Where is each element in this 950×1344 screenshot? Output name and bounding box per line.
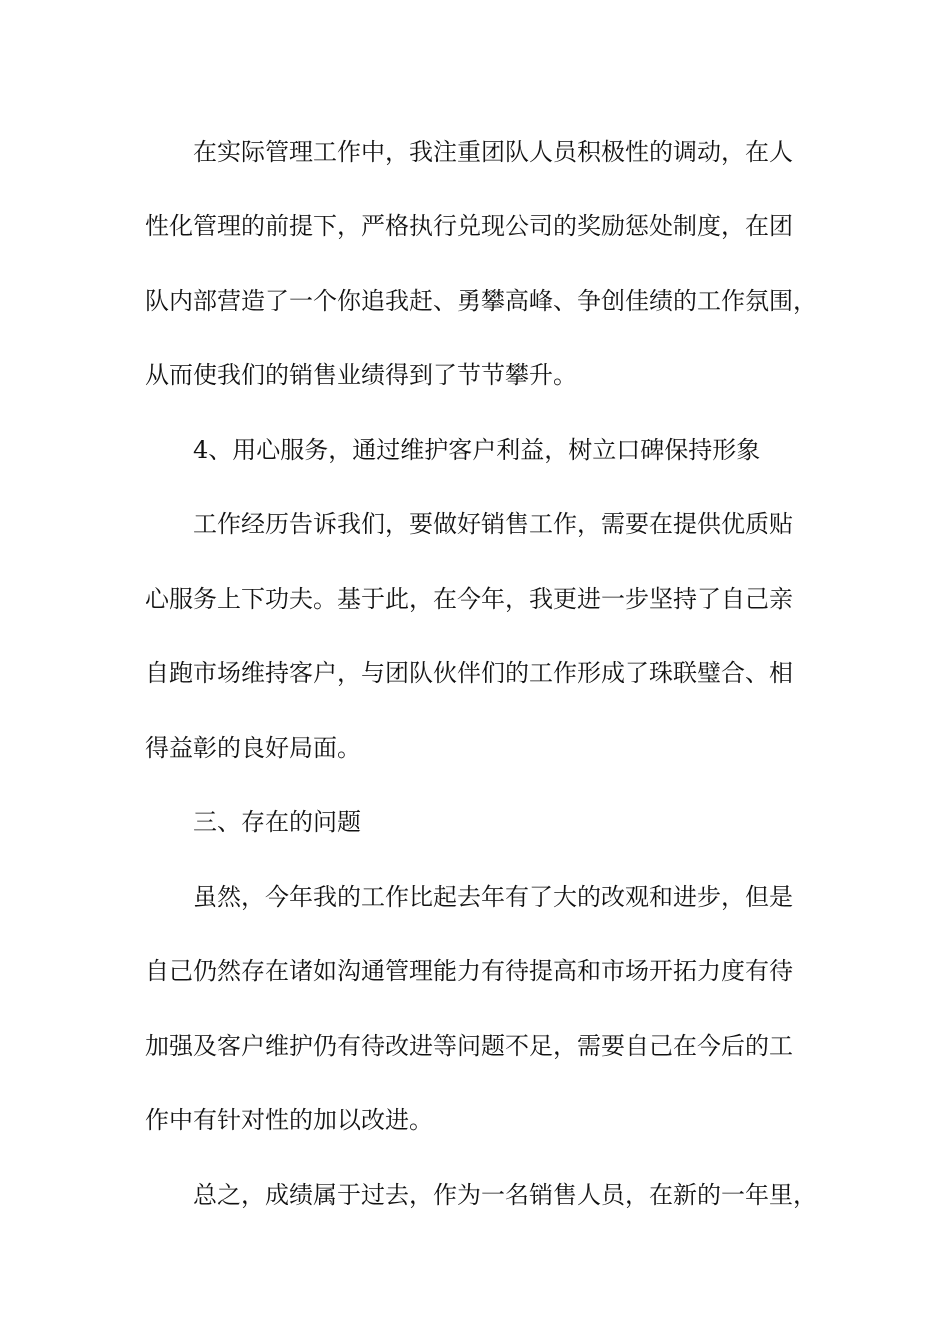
- paragraph-line: 性化管理的前提下，严格执行兑现公司的奖励惩处制度，在团: [145, 212, 793, 240]
- paragraph-line: 工作经历告诉我们，要做好销售工作，需要在提供优质贴: [193, 510, 793, 538]
- paragraph-line: 虽然，今年我的工作比起去年有了大的改观和进步，但是: [193, 883, 793, 911]
- paragraph-line: 得益彰的良好局面。: [145, 734, 361, 762]
- paragraph-line: 作中有针对性的加以改进。: [145, 1106, 433, 1134]
- paragraph-line: 自己仍然存在诸如沟通管理能力有待提高和市场开拓力度有待: [145, 957, 793, 985]
- paragraph-line: 队内部营造了一个你追我赶、勇攀高峰、争创佳绩的工作氛围，: [145, 287, 817, 315]
- section-heading: 4、用心服务，通过维护客户利益，树立口碑保持形象: [193, 436, 761, 464]
- paragraph-line: 从而使我们的销售业绩得到了节节攀升。: [145, 361, 577, 389]
- paragraph-line: 总之，成绩属于过去，作为一名销售人员，在新的一年里，: [193, 1181, 817, 1209]
- paragraph-line: 自跑市场维持客户，与团队伙伴们的工作形成了珠联璧合、相: [145, 659, 793, 687]
- paragraph-line: 加强及客户维护仍有待改进等问题不足，需要自己在今后的工: [145, 1032, 793, 1060]
- paragraph-line: 心服务上下功夫。基于此，在今年，我更进一步坚持了自己亲: [145, 585, 793, 613]
- paragraph-line: 在实际管理工作中，我注重团队人员积极性的调动，在人: [193, 138, 793, 166]
- section-heading: 三、存在的问题: [193, 808, 361, 836]
